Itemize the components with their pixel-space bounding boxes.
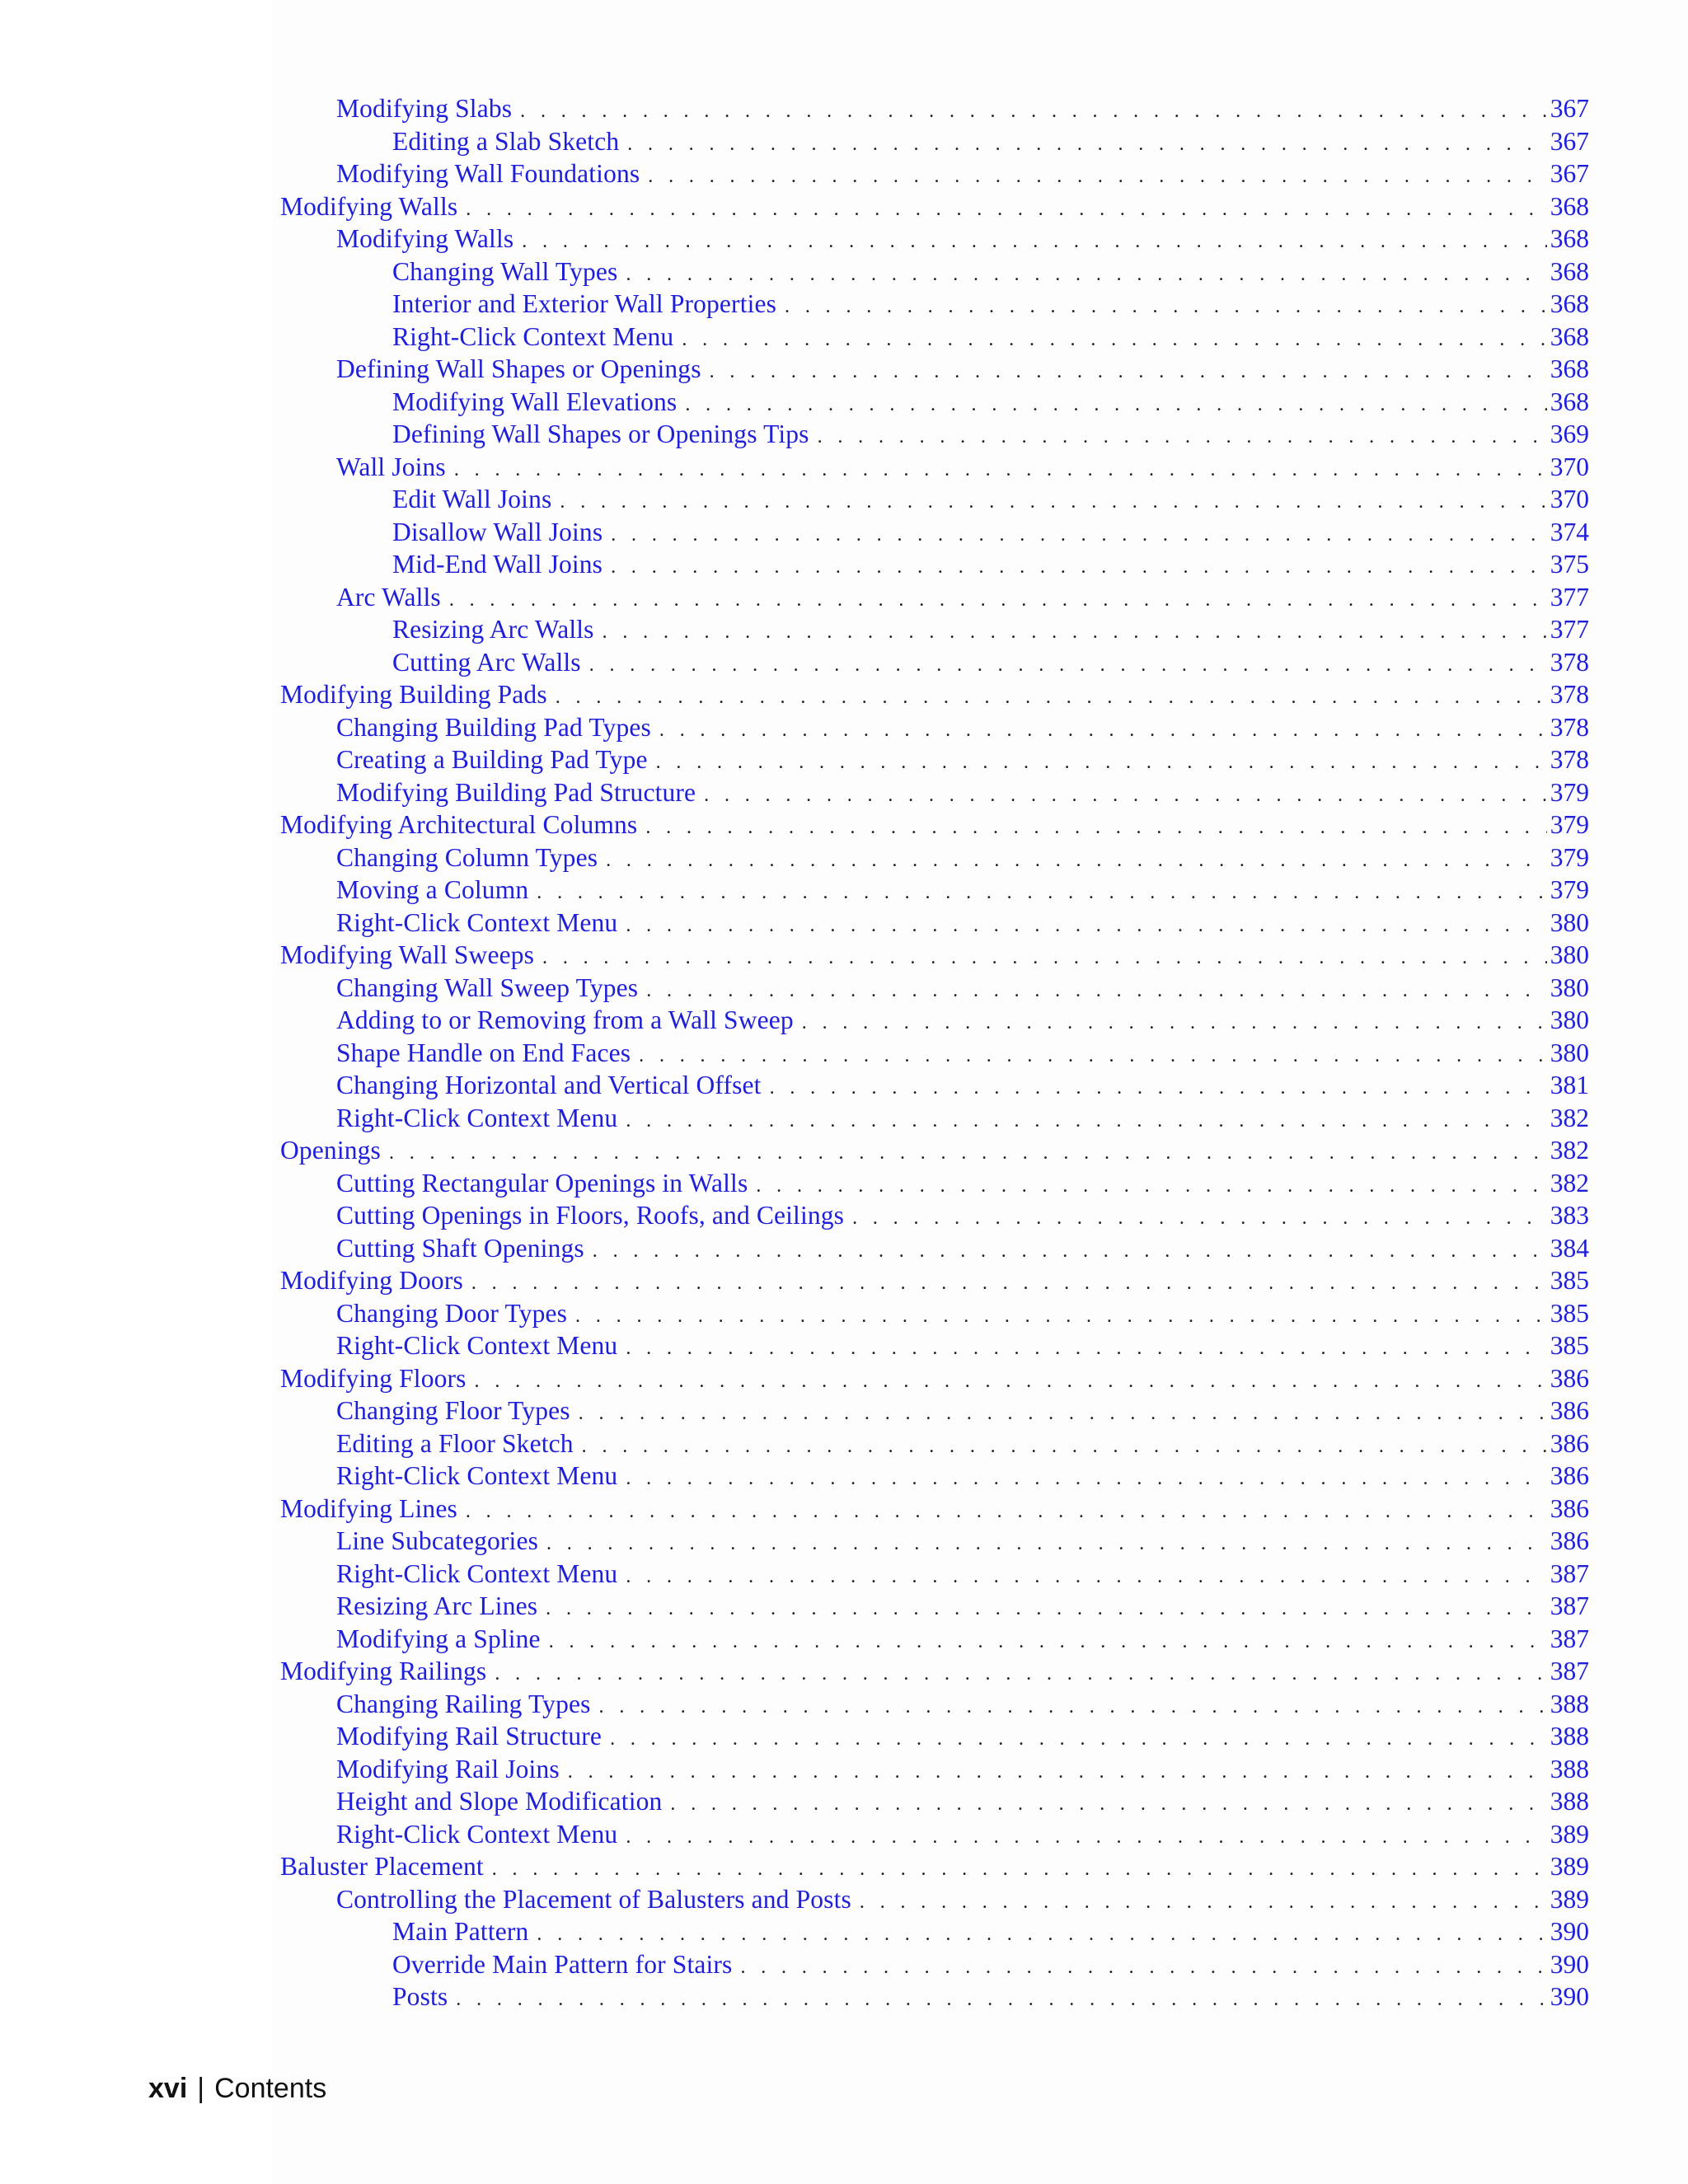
toc-entry-title[interactable]: Right-Click Context Menu: [336, 1103, 618, 1132]
toc-entry[interactable]: [280, 255, 1589, 288]
page-footer: [148, 2073, 326, 2105]
toc-entry[interactable]: [280, 1623, 1589, 1656]
toc-entry[interactable]: [280, 483, 1589, 516]
toc-entry-page-number[interactable]: 379: [1550, 810, 1589, 839]
toc-entry[interactable]: [280, 808, 1589, 841]
toc-entry-page-number[interactable]: 382: [1550, 1136, 1589, 1165]
toc-entry-title[interactable]: Interior and Exterior Wall Properties: [392, 289, 777, 318]
dot-leader: [606, 845, 1547, 878]
toc-entry-page-number[interactable]: 390: [1550, 1917, 1589, 1946]
toc-entry-page-number[interactable]: 388: [1550, 1722, 1589, 1750]
toc-entry-title[interactable]: Right-Click Context Menu: [336, 1331, 618, 1360]
toc-entry-page-number[interactable]: 389: [1550, 1819, 1589, 1849]
dot-leader: [582, 1431, 1547, 1464]
toc-entry[interactable]: [280, 223, 1589, 255]
toc-entry-title[interactable]: Openings: [280, 1136, 381, 1165]
toc-entry-page-number[interactable]: 378: [1550, 647, 1589, 677]
toc-entry[interactable]: [280, 907, 1589, 940]
dot-leader: [466, 1496, 1547, 1529]
toc-entry-page-number[interactable]: 380: [1550, 1038, 1589, 1067]
toc-entry[interactable]: [280, 841, 1589, 874]
toc-entry-page-number[interactable]: 389: [1550, 1884, 1589, 1914]
toc-entry-title[interactable]: Main Pattern: [392, 1917, 529, 1946]
toc-entry[interactable]: [280, 1069, 1589, 1102]
toc-entry-page-number[interactable]: 368: [1550, 289, 1589, 318]
toc-entry-page-number[interactable]: 386: [1550, 1461, 1589, 1490]
toc-entry[interactable]: [280, 874, 1589, 907]
toc-entry-page-number[interactable]: 368: [1550, 321, 1589, 351]
dot-leader: [626, 1105, 1546, 1138]
dot-leader: [603, 616, 1547, 649]
toc-entry[interactable]: [280, 1558, 1589, 1591]
toc-entry-page-number[interactable]: 380: [1550, 1005, 1589, 1034]
dot-leader: [520, 96, 1547, 129]
toc-entry[interactable]: [280, 1102, 1589, 1135]
dot-leader: [495, 1658, 1546, 1691]
toc-entry-title[interactable]: Modifying Wall Foundations: [336, 159, 640, 188]
toc-entry-page-number[interactable]: 388: [1550, 1787, 1589, 1816]
dot-leader: [522, 226, 1546, 259]
dot-leader: [860, 1886, 1547, 1919]
dot-leader: [770, 1072, 1547, 1105]
dot-leader: [656, 747, 1547, 780]
toc-entry-page-number[interactable]: 381: [1550, 1071, 1589, 1099]
dot-leader: [611, 519, 1547, 552]
toc-entry[interactable]: [280, 1883, 1589, 1916]
toc-entry[interactable]: [280, 1329, 1589, 1362]
toc-entry-title[interactable]: Modifying Wall Sweeps: [280, 940, 535, 969]
toc-entry[interactable]: [280, 1720, 1589, 1753]
toc-entry-title[interactable]: Changing Horizontal and Vertical Offset: [336, 1071, 762, 1099]
toc-entry-page-number[interactable]: 369: [1550, 419, 1589, 448]
toc-entry[interactable]: [280, 1948, 1589, 1981]
dot-leader: [471, 1268, 1547, 1301]
table-of-contents: [280, 92, 1589, 2013]
toc-entry[interactable]: [280, 1037, 1589, 1070]
toc-entry-page-number[interactable]: 382: [1550, 1168, 1589, 1197]
dot-leader: [537, 877, 1546, 910]
toc-entry-title[interactable]: Modifying Slabs: [336, 94, 513, 123]
toc-entry[interactable]: [280, 321, 1589, 354]
dot-leader: [456, 1984, 1546, 2017]
dot-leader: [685, 389, 1546, 422]
toc-entry-title[interactable]: Right-Click Context Menu: [336, 1819, 618, 1849]
toc-entry-page-number[interactable]: 389: [1550, 1852, 1589, 1881]
toc-entry-title[interactable]: Adding to or Removing from a Wall Sweep: [336, 1005, 794, 1034]
toc-entry-title[interactable]: Editing a Slab Sketch: [392, 126, 620, 156]
toc-entry[interactable]: [280, 386, 1589, 419]
dot-leader: [626, 1821, 1546, 1854]
toc-entry[interactable]: [280, 646, 1589, 679]
toc-entry-page-number[interactable]: 379: [1550, 875, 1589, 904]
dot-leader: [626, 1561, 1546, 1594]
toc-entry-title[interactable]: Right-Click Context Menu: [336, 1461, 618, 1490]
dot-leader: [646, 975, 1547, 1008]
dot-leader: [852, 1202, 1547, 1235]
toc-entry-page-number[interactable]: 385: [1550, 1266, 1589, 1295]
toc-entry[interactable]: [280, 972, 1589, 1005]
dot-leader: [670, 1788, 1546, 1821]
dot-leader: [710, 356, 1547, 389]
toc-entry[interactable]: [280, 1850, 1589, 1883]
footer-divider: |: [197, 2073, 205, 2104]
toc-entry[interactable]: [280, 190, 1589, 223]
dot-leader: [785, 291, 1547, 324]
toc-entry-title[interactable]: Edit Wall Joins: [392, 485, 552, 513]
dot-leader: [611, 551, 1547, 584]
toc-entry-title[interactable]: Cutting Arc Walls: [392, 647, 581, 677]
toc-entry-title[interactable]: Modifying Rail Structure: [336, 1722, 603, 1750]
toc-entry[interactable]: [280, 92, 1589, 125]
dot-leader: [475, 1366, 1547, 1399]
toc-entry-page-number[interactable]: 385: [1550, 1298, 1589, 1328]
toc-entry-page-number[interactable]: 386: [1550, 1363, 1589, 1393]
toc-entry-page-number[interactable]: 374: [1550, 517, 1589, 546]
toc-entry[interactable]: [280, 1264, 1589, 1297]
toc-entry-page-number[interactable]: 377: [1550, 615, 1589, 644]
dot-leader: [575, 1301, 1547, 1333]
toc-entry-title[interactable]: Baluster Placement: [280, 1852, 484, 1881]
toc-entry-page-number[interactable]: 387: [1550, 1624, 1589, 1653]
toc-entry-title[interactable]: Changing Wall Types: [392, 256, 618, 286]
toc-entry-title[interactable]: Right-Click Context Menu: [336, 907, 618, 937]
toc-entry-title[interactable]: Cutting Openings in Floors, Roofs, and Ceilings: [336, 1201, 845, 1230]
toc-entry-page-number[interactable]: 370: [1550, 485, 1589, 513]
toc-entry-page-number[interactable]: 387: [1550, 1558, 1589, 1588]
toc-entry-page-number[interactable]: 383: [1550, 1201, 1589, 1230]
toc-entry-page-number[interactable]: 385: [1550, 1331, 1589, 1360]
dot-leader: [659, 715, 1547, 748]
toc-entry-page-number[interactable]: 368: [1550, 354, 1589, 383]
toc-entry-title[interactable]: Mid-End Wall Joins: [392, 550, 603, 579]
toc-entry-title[interactable]: Resizing Arc Lines: [336, 1591, 538, 1620]
dot-leader: [560, 486, 1546, 519]
toc-entry-page-number[interactable]: 388: [1550, 1754, 1589, 1783]
toc-entry-title[interactable]: Changing Column Types: [336, 842, 598, 872]
toc-entry[interactable]: [280, 1980, 1589, 2013]
toc-entry-page-number[interactable]: 390: [1550, 1982, 1589, 2011]
toc-entry-page-number[interactable]: 368: [1550, 224, 1589, 253]
toc-entry-page-number[interactable]: 386: [1550, 1526, 1589, 1555]
toc-entry-title[interactable]: Right-Click Context Menu: [392, 321, 674, 351]
toc-entry-page-number[interactable]: 384: [1550, 1233, 1589, 1263]
toc-entry-page-number[interactable]: 380: [1550, 940, 1589, 969]
toc-entry[interactable]: [280, 1590, 1589, 1623]
toc-entry-title[interactable]: Cutting Rectangular Openings in Walls: [336, 1168, 748, 1197]
toc-entry-title[interactable]: Right-Click Context Menu: [336, 1558, 618, 1588]
toc-entry-page-number[interactable]: 375: [1550, 550, 1589, 579]
toc-entry-page-number[interactable]: 378: [1550, 745, 1589, 774]
page-number: xvi: [148, 2073, 188, 2104]
dot-leader: [626, 1333, 1546, 1366]
section-name: Contents: [214, 2073, 327, 2104]
dot-leader: [449, 584, 1547, 617]
dot-leader: [626, 259, 1546, 292]
toc-entry-title[interactable]: Arc Walls: [336, 582, 441, 612]
toc-entry[interactable]: [280, 451, 1589, 484]
dot-leader: [454, 454, 1547, 487]
toc-entry-page-number[interactable]: 386: [1550, 1396, 1589, 1425]
dot-leader: [466, 194, 1546, 227]
toc-entry-page-number[interactable]: 387: [1550, 1657, 1589, 1685]
toc-entry[interactable]: [280, 1753, 1589, 1786]
toc-entry-title[interactable]: Changing Wall Sweep Types: [336, 972, 639, 1002]
toc-entry-title[interactable]: Modifying Architectural Columns: [280, 810, 638, 839]
toc-entry-title[interactable]: Disallow Wall Joins: [392, 517, 603, 546]
toc-entry[interactable]: [280, 1297, 1589, 1330]
dot-leader: [537, 1919, 1546, 1952]
toc-entry-title[interactable]: Modifying a Spline: [336, 1624, 541, 1653]
toc-entry-title[interactable]: Shape Handle on End Faces: [336, 1038, 631, 1067]
dot-leader: [645, 812, 1546, 845]
toc-entry-page-number[interactable]: 379: [1550, 842, 1589, 872]
dot-leader: [704, 780, 1547, 813]
toc-entry[interactable]: [280, 1785, 1589, 1818]
toc-entry[interactable]: [280, 548, 1589, 581]
dot-leader: [589, 649, 1547, 682]
toc-entry-title[interactable]: Modifying Walls: [336, 224, 514, 253]
dot-leader: [599, 1691, 1547, 1724]
toc-entry[interactable]: [280, 743, 1589, 776]
toc-entry-title[interactable]: Changing Door Types: [336, 1298, 568, 1328]
toc-entry-page-number[interactable]: 367: [1550, 94, 1589, 123]
toc-entry[interactable]: [280, 353, 1589, 386]
dot-leader: [610, 1723, 1547, 1756]
toc-entry-page-number[interactable]: 382: [1550, 1103, 1589, 1132]
toc-entry[interactable]: [280, 418, 1589, 451]
toc-entry[interactable]: [280, 1004, 1589, 1037]
toc-entry-title[interactable]: Editing a Floor Sketch: [336, 1428, 574, 1458]
toc-entry[interactable]: [280, 1199, 1589, 1232]
toc-entry-page-number[interactable]: 367: [1550, 126, 1589, 156]
toc-entry-title[interactable]: Changing Railing Types: [336, 1689, 591, 1718]
toc-entry[interactable]: [280, 288, 1589, 321]
toc-entry-page-number[interactable]: 387: [1550, 1591, 1589, 1620]
toc-entry-page-number[interactable]: 390: [1550, 1949, 1589, 1979]
toc-entry-page-number[interactable]: 368: [1550, 191, 1589, 221]
dot-leader: [818, 421, 1547, 454]
toc-entry-page-number[interactable]: 367: [1550, 159, 1589, 188]
toc-entry-title[interactable]: Modifying Lines: [280, 1493, 457, 1523]
toc-entry-page-number[interactable]: 377: [1550, 582, 1589, 612]
toc-entry-title[interactable]: Modifying Rail Joins: [336, 1754, 560, 1783]
toc-entry-page-number[interactable]: 380: [1550, 907, 1589, 937]
toc-entry-title[interactable]: Controlling the Placement of Balusters and Posts: [336, 1884, 851, 1914]
toc-entry-title[interactable]: Line Subcategories: [336, 1526, 538, 1555]
dot-leader: [546, 1593, 1547, 1626]
toc-entry-title[interactable]: Resizing Arc Walls: [392, 615, 594, 644]
dot-leader: [593, 1235, 1547, 1268]
toc-entry-page-number[interactable]: 368: [1550, 387, 1589, 416]
toc-entry-title[interactable]: Modifying Walls: [280, 191, 458, 221]
toc-entry[interactable]: [280, 581, 1589, 614]
dot-leader: [626, 910, 1546, 943]
toc-entry-page-number[interactable]: 378: [1550, 712, 1589, 742]
dot-leader: [568, 1756, 1547, 1789]
toc-entry-title[interactable]: Modifying Wall Elevations: [392, 387, 678, 416]
dot-leader: [682, 324, 1546, 357]
toc-entry-title[interactable]: Modifying Building Pad Structure: [336, 777, 696, 807]
toc-entry-title[interactable]: Moving a Column: [336, 875, 529, 904]
toc-entry-title[interactable]: Creating a Building Pad Type: [336, 745, 648, 774]
dot-leader: [549, 1626, 1547, 1659]
dot-leader: [756, 1170, 1546, 1203]
toc-entry-title[interactable]: Defining Wall Shapes or Openings: [336, 354, 701, 383]
toc-entry[interactable]: [280, 1427, 1589, 1460]
toc-entry[interactable]: [280, 125, 1589, 158]
dot-leader: [492, 1854, 1547, 1886]
dot-leader: [740, 1952, 1546, 1985]
dot-leader: [579, 1398, 1547, 1431]
dot-leader: [556, 682, 1547, 715]
toc-entry[interactable]: [280, 1460, 1589, 1493]
toc-entry[interactable]: [280, 516, 1589, 549]
toc-entry-title[interactable]: Modifying Floors: [280, 1363, 467, 1393]
dot-leader: [802, 1007, 1547, 1040]
toc-entry[interactable]: [280, 678, 1589, 711]
toc-entry[interactable]: [280, 711, 1589, 744]
toc-entry[interactable]: [280, 939, 1589, 972]
toc-entry[interactable]: [280, 1915, 1589, 1948]
toc-entry-title[interactable]: Cutting Shaft Openings: [336, 1233, 584, 1263]
toc-entry-title[interactable]: Changing Floor Types: [336, 1396, 570, 1425]
toc-entry[interactable]: [280, 157, 1589, 190]
toc-entry-title[interactable]: Height and Slope Modification: [336, 1787, 663, 1816]
dot-leader: [627, 129, 1547, 162]
toc-entry-title[interactable]: Override Main Pattern for Stairs: [392, 1949, 733, 1979]
toc-entry-title[interactable]: Changing Building Pad Types: [336, 712, 651, 742]
toc-entry[interactable]: [280, 1818, 1589, 1851]
dot-leader: [639, 1040, 1547, 1073]
toc-entry[interactable]: [280, 1232, 1589, 1265]
toc-entry[interactable]: [280, 1525, 1589, 1558]
toc-entry[interactable]: [280, 1134, 1589, 1167]
toc-entry-title[interactable]: Defining Wall Shapes or Openings Tips: [392, 419, 809, 448]
toc-entry-page-number[interactable]: 386: [1550, 1428, 1589, 1458]
toc-entry[interactable]: [280, 1688, 1589, 1721]
toc-entry-title[interactable]: Modifying Building Pads: [280, 680, 547, 709]
toc-entry[interactable]: [280, 613, 1589, 646]
toc-entry[interactable]: [280, 1362, 1589, 1395]
toc-entry-page-number[interactable]: 368: [1550, 256, 1589, 286]
toc-entry[interactable]: [280, 1167, 1589, 1200]
toc-entry-page-number[interactable]: 378: [1550, 680, 1589, 709]
toc-entry[interactable]: [280, 776, 1589, 809]
toc-entry-page-number[interactable]: 386: [1550, 1493, 1589, 1523]
dot-leader: [546, 1528, 1547, 1561]
dot-leader: [542, 942, 1547, 975]
toc-entry-title[interactable]: Modifying Railings: [280, 1657, 487, 1685]
toc-entry-title[interactable]: Posts: [392, 1982, 448, 2011]
toc-entry[interactable]: [280, 1394, 1589, 1427]
dot-leader: [389, 1137, 1547, 1170]
toc-entry-title[interactable]: Wall Joins: [336, 452, 446, 481]
dot-leader: [626, 1463, 1546, 1496]
toc-entry-title[interactable]: Modifying Doors: [280, 1266, 463, 1295]
toc-entry-page-number[interactable]: 370: [1550, 452, 1589, 481]
toc-entry[interactable]: [280, 1493, 1589, 1526]
toc-entry[interactable]: [280, 1655, 1589, 1688]
toc-entry-page-number[interactable]: 380: [1550, 972, 1589, 1002]
toc-entry-page-number[interactable]: 379: [1550, 777, 1589, 807]
toc-entry-page-number[interactable]: 388: [1550, 1689, 1589, 1718]
dot-leader: [648, 161, 1546, 194]
